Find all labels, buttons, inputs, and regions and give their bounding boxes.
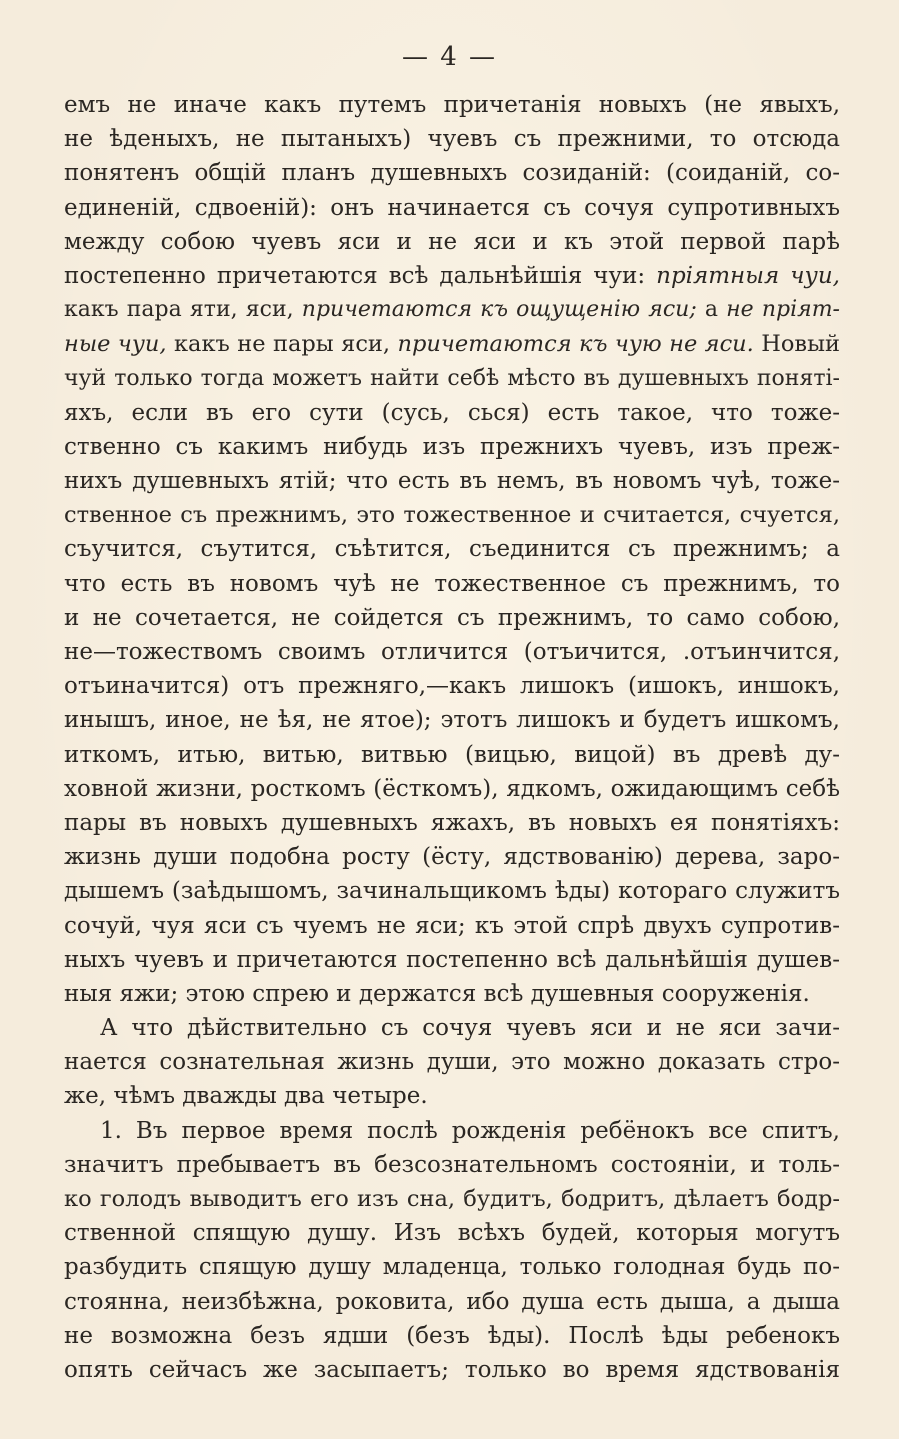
text-segment: а bbox=[696, 297, 727, 323]
text-line bbox=[64, 532, 840, 566]
text-segment: яхъ, если въ его сути (сусь, сься) есть такое, что тоже- bbox=[64, 399, 840, 426]
text-line bbox=[64, 1114, 840, 1148]
text-segment: какъ пара яти, яси, bbox=[64, 297, 302, 323]
text-line bbox=[64, 464, 840, 498]
text-segment: понятенъ общій планъ душевныхъ созиданій: (соиданій, со- bbox=[64, 160, 840, 187]
italic-text-segment: пріятныя чуи, bbox=[656, 262, 840, 289]
text-line bbox=[64, 669, 840, 703]
text-segment: что есть въ новомъ чуѣ не тожественное съ прежнимъ, то bbox=[64, 570, 840, 597]
text-line bbox=[64, 772, 840, 806]
text-segment: единеній, сдвоеній): онъ начинается съ сочуя супротивныхъ bbox=[64, 194, 840, 221]
text-segment: стоянна, неизбѣжна, роковита, ибо душа есть дыша, а дыша bbox=[64, 1288, 840, 1315]
text-line bbox=[64, 1250, 840, 1284]
text-line bbox=[64, 1079, 840, 1113]
text-line bbox=[64, 1011, 840, 1045]
text-line bbox=[64, 1353, 840, 1387]
text-segment: иткомъ, итью, витью, витвью (вицью, вицой) въ древѣ ду- bbox=[64, 741, 840, 768]
text-line bbox=[64, 191, 840, 225]
text-line bbox=[64, 362, 840, 396]
text-segment: 1. Въ первое время послѣ рожденія ребёнокъ все спитъ, bbox=[100, 1117, 840, 1144]
italic-text-segment: ные чуи, bbox=[64, 331, 167, 358]
text-segment: нихъ душевныхъ ятій; что есть въ немъ, въ новомъ чуѣ, тоже- bbox=[64, 468, 840, 495]
text-line bbox=[64, 567, 840, 601]
text-line bbox=[64, 1285, 840, 1319]
italic-text-segment: причетаются къ ощущенію яси; bbox=[301, 297, 697, 323]
text-segment: ственной спящую душу. Изъ всѣхъ будей, которыя могутъ bbox=[64, 1220, 840, 1247]
text-segment: ко голодъ выводитъ его изъ сна, будитъ, бодритъ, дѣлаетъ бодр- bbox=[64, 1186, 840, 1212]
body-text bbox=[64, 88, 840, 1387]
text-segment: и не сочетается, не сойдется съ прежнимъ, то само собою, bbox=[64, 604, 840, 631]
text-line bbox=[64, 327, 840, 361]
text-line bbox=[64, 1216, 840, 1250]
text-segment: А что дѣйствительно съ сочуя чуевъ яси и не яси зачи- bbox=[100, 1015, 840, 1042]
text-segment: значитъ пребываетъ въ безсознательномъ состояніи, и толь- bbox=[64, 1151, 840, 1178]
text-segment: съучится, съутится, съѣтится, съединится съ прежнимъ; а bbox=[64, 536, 840, 563]
text-line bbox=[64, 1148, 840, 1182]
text-line bbox=[64, 703, 840, 737]
text-segment: Новый bbox=[753, 331, 840, 358]
text-line bbox=[64, 909, 840, 943]
text-segment: пары въ новыхъ душевныхъ яжахъ, въ новыхъ ея понятіяхъ: bbox=[64, 809, 840, 836]
text-line bbox=[64, 874, 840, 908]
text-line bbox=[64, 943, 840, 977]
text-line bbox=[64, 806, 840, 840]
text-line bbox=[64, 396, 840, 430]
text-segment: чуй только тогда можетъ найти себѣ мѣсто въ душевныхъ поняті- bbox=[64, 365, 840, 391]
text-line bbox=[64, 1045, 840, 1079]
text-segment: не возможна безъ ядши (безъ ѣды). Послѣ ѣды ребенокъ bbox=[64, 1322, 840, 1349]
text-segment: постепенно причетаются всѣ дальнѣйшія чуи: bbox=[64, 262, 657, 289]
text-segment: ховной жизни, росткомъ (ёсткомъ), ядкомъ, ожидающимъ себѣ bbox=[64, 775, 840, 802]
page-number: — 4 — bbox=[401, 42, 498, 72]
text-segment: разбудить спящую душу младенца, только голодная будь по- bbox=[64, 1254, 840, 1281]
text-segment: нается сознательная жизнь души, это можно доказать стро- bbox=[64, 1049, 840, 1076]
text-segment: сочуй, чуя яси съ чуемъ не яси; къ этой спрѣ двухъ супротив- bbox=[64, 912, 840, 939]
text-segment: ственное съ прежнимъ, это тожественное и считается, счуется, bbox=[64, 502, 840, 529]
italic-text-segment: причетаются къ чую не яси. bbox=[397, 331, 754, 358]
text-line bbox=[64, 601, 840, 635]
text-segment: какъ не пары яси, bbox=[166, 331, 398, 358]
text-segment: отъиначится) отъ прежняго,—какъ лишокъ (ишокъ, иншокъ, bbox=[64, 673, 840, 700]
text-line bbox=[64, 1319, 840, 1353]
text-line bbox=[64, 259, 840, 293]
text-line bbox=[64, 293, 840, 327]
text-segment: инышъ, иное, не ѣя, не ятое); этотъ лишокъ и будетъ ишкомъ, bbox=[64, 707, 840, 734]
text-segment: же, чѣмъ дважды два четыре. bbox=[64, 1083, 428, 1110]
text-line bbox=[64, 635, 840, 669]
text-segment: ныхъ чуевъ и причетаются постепенно всѣ дальнѣйшія душев- bbox=[64, 946, 840, 973]
text-segment: ственно съ какимъ нибудь изъ прежнихъ чуевъ, изъ преж- bbox=[64, 433, 840, 460]
text-line bbox=[64, 88, 840, 122]
text-line bbox=[64, 498, 840, 532]
text-segment: между собою чуевъ яси и не яси и къ этой первой парѣ bbox=[64, 228, 840, 255]
text-line bbox=[64, 738, 840, 772]
text-segment: емъ не иначе какъ путемъ причетанія новыхъ (не явыхъ, bbox=[64, 92, 840, 118]
text-segment: жизнь души подобна росту (ёсту, ядствованію) дерева, заро- bbox=[64, 844, 840, 871]
italic-text-segment: не пріят- bbox=[726, 297, 840, 323]
text-line bbox=[64, 1182, 840, 1216]
text-segment: ныя яжи; этою спрею и держатся всѣ душевныя сооруженія. bbox=[64, 980, 810, 1007]
text-line bbox=[64, 430, 840, 464]
text-line bbox=[64, 156, 840, 190]
text-segment: опять сейчасъ же засыпаетъ; только во время ядствованія bbox=[64, 1356, 840, 1383]
text-line bbox=[64, 977, 840, 1011]
text-line bbox=[64, 225, 840, 259]
text-line bbox=[64, 840, 840, 874]
text-segment: дышемъ (заѣдышомъ, зачинальщикомъ ѣды) котораго служитъ bbox=[64, 878, 840, 905]
text-segment: не ѣденыхъ, не пытаныхъ) чуевъ съ прежними, то отсюда bbox=[64, 126, 840, 153]
text-segment: не—тожествомъ своимъ отличится (отъичится, .отъинчится, bbox=[64, 639, 840, 665]
text-line bbox=[64, 122, 840, 156]
